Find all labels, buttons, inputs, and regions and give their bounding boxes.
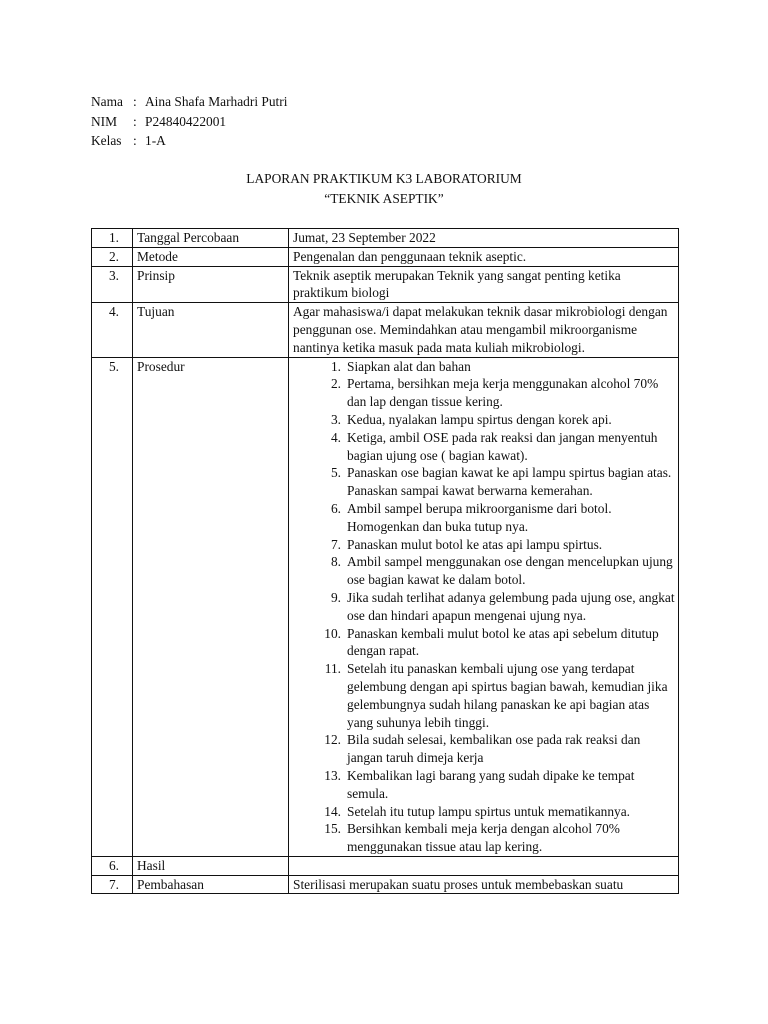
- step-number: 5.: [330, 465, 341, 481]
- name-value: Aina Shafa Marhadri Putri: [145, 94, 288, 109]
- procedure-step: [293, 625, 678, 661]
- procedure-step: [293, 767, 678, 803]
- row-label: Tujuan: [133, 303, 289, 357]
- row-label: Prinsip: [133, 266, 289, 303]
- step-number: 9.: [330, 589, 341, 605]
- procedure-step: [293, 589, 678, 625]
- class-value: 1-A: [145, 133, 166, 148]
- procedure-step: [293, 803, 678, 821]
- row-number: 1.: [92, 229, 133, 248]
- procedure-step: [293, 411, 678, 429]
- nim-label: NIM: [91, 113, 118, 129]
- class-row: [91, 132, 287, 152]
- step-number: 3.: [330, 411, 341, 427]
- separator: :: [133, 113, 137, 129]
- step-number: 12.: [324, 732, 341, 748]
- step-text: Ambil sampel berupa mikroorganisme dari botol. Homogenkan dan buka tutup nya.: [347, 500, 612, 534]
- procedure-step: [293, 553, 678, 589]
- row-value: Teknik aseptik merupakan Teknik yang sangat penting ketika praktikum biologi: [289, 266, 679, 303]
- procedure-step: [293, 536, 678, 554]
- step-text: Kembalikan lagi barang yang sudah dipake ke tempat semula.: [347, 767, 635, 801]
- nim-row: [91, 113, 287, 133]
- step-text: Bersihkan kembali meja kerja dengan alcohol 70% menggunakan tissue atau lap kering.: [347, 821, 620, 855]
- row-value: [289, 856, 679, 875]
- row-number: 7.: [92, 875, 133, 894]
- nim-value: P24840422001: [145, 113, 227, 129]
- separator: :: [133, 94, 137, 109]
- step-number: 6.: [330, 500, 341, 516]
- row-value: Sterilisasi merupakan suatu proses untuk membebaskan suatu: [289, 875, 679, 894]
- table-row: [92, 247, 679, 266]
- procedure-step: [293, 375, 678, 411]
- step-text: Bila sudah selesai, kembalikan ose pada rak reaksi dan jangan taruh dimeja kerja: [347, 732, 641, 766]
- row-label: Hasil: [133, 856, 289, 875]
- report-table: [91, 228, 679, 894]
- row-label: Prosedur: [133, 357, 289, 856]
- step-number: 15.: [324, 821, 341, 837]
- step-number: 14.: [324, 803, 341, 819]
- step-text: Setelah itu tutup lampu spirtus untuk mematikannya.: [347, 803, 631, 819]
- class-label: Kelas: [91, 133, 122, 148]
- row-number: 4.: [92, 303, 133, 357]
- row-value: Agar mahasiswa/i dapat melakukan teknik dasar mikrobiologi dengan penggunan ose. Memindahkan atau mengambil mikroorganisme nantinya ketika masuk pada mata kuliah mikrobiologi.: [289, 303, 679, 357]
- procedure-step: [293, 820, 678, 856]
- name-row: [91, 93, 287, 113]
- step-text: Ketiga, ambil OSE pada rak reaksi dan jangan menyentuh bagian ujung ose ( bagian kawat).: [347, 429, 658, 463]
- row-value: Pengenalan dan penggunaan teknik aseptic.: [289, 247, 679, 266]
- row-number: 5.: [92, 357, 133, 856]
- step-text: Panaskan mulut botol ke atas api lampu spirtus.: [347, 536, 603, 552]
- title-line-2: “TEKNIK ASEPTIK”: [324, 190, 444, 206]
- procedure-step: [293, 500, 678, 536]
- row-value: Jumat, 23 September 2022: [289, 229, 679, 248]
- student-info: [91, 93, 287, 152]
- procedure-step: [293, 429, 678, 465]
- procedure-step: [293, 731, 678, 767]
- row-label: Tanggal Percobaan: [133, 229, 289, 248]
- table-row: [92, 266, 679, 303]
- step-text: Pertama, bersihkan meja kerja menggunakan alcohol 70% dan lap dengan tissue kering.: [347, 376, 659, 410]
- name-label: Nama: [91, 94, 123, 109]
- step-number: 4.: [330, 429, 341, 445]
- table-row: [92, 856, 679, 875]
- step-number: 10.: [324, 625, 341, 641]
- step-text: Ambil sampel menggunakan ose dengan mencelupkan ujung ose bagian kawat ke dalam botol.: [347, 554, 673, 588]
- procedure-step: [293, 464, 678, 500]
- row-label: Pembahasan: [133, 875, 289, 894]
- report-title: [0, 170, 768, 209]
- table-row: [92, 875, 679, 894]
- title-line-1: LAPORAN PRAKTIKUM K3 LABORATORIUM: [246, 171, 522, 186]
- step-text: Siapkan alat dan bahan: [347, 358, 471, 374]
- step-text: Panaskan ose bagian kawat ke api lampu spirtus bagian atas. Panaskan sampai kawat berwarna kemerahan.: [347, 465, 672, 499]
- step-text: Setelah itu panaskan kembali ujung ose yang terdapat gelembung dengan api spirtus bagian bawah, kemudian jika gelembungnya sudah hilang panaskan ke api bagian atas yang suhunya lebih tinggi.: [347, 661, 668, 730]
- step-number: 1.: [330, 358, 341, 374]
- row-label: Metode: [133, 247, 289, 266]
- table-row: [92, 303, 679, 357]
- table-row: [92, 357, 679, 856]
- step-text: Jika sudah terlihat adanya gelembung pada ujung ose, angkat ose dan hindari apapun mengenai ujung nya.: [347, 589, 675, 623]
- procedure-step: [293, 358, 678, 376]
- procedure-cell: [289, 357, 679, 856]
- step-number: 8.: [330, 554, 341, 570]
- step-text: Kedua, nyalakan lampu spirtus dengan korek api.: [347, 411, 612, 427]
- step-number: 13.: [324, 767, 341, 783]
- step-text: Panaskan kembali mulut botol ke atas api sebelum ditutup dengan rapat.: [347, 625, 659, 659]
- procedure-step: [293, 660, 678, 731]
- step-number: 11.: [324, 661, 341, 677]
- step-number: 2.: [330, 376, 341, 392]
- table-row: [92, 229, 679, 248]
- row-number: 6.: [92, 856, 133, 875]
- step-number: 7.: [330, 536, 341, 552]
- row-number: 3.: [92, 266, 133, 303]
- row-number: 2.: [92, 247, 133, 266]
- procedure-list: [293, 358, 678, 856]
- separator: :: [133, 133, 137, 148]
